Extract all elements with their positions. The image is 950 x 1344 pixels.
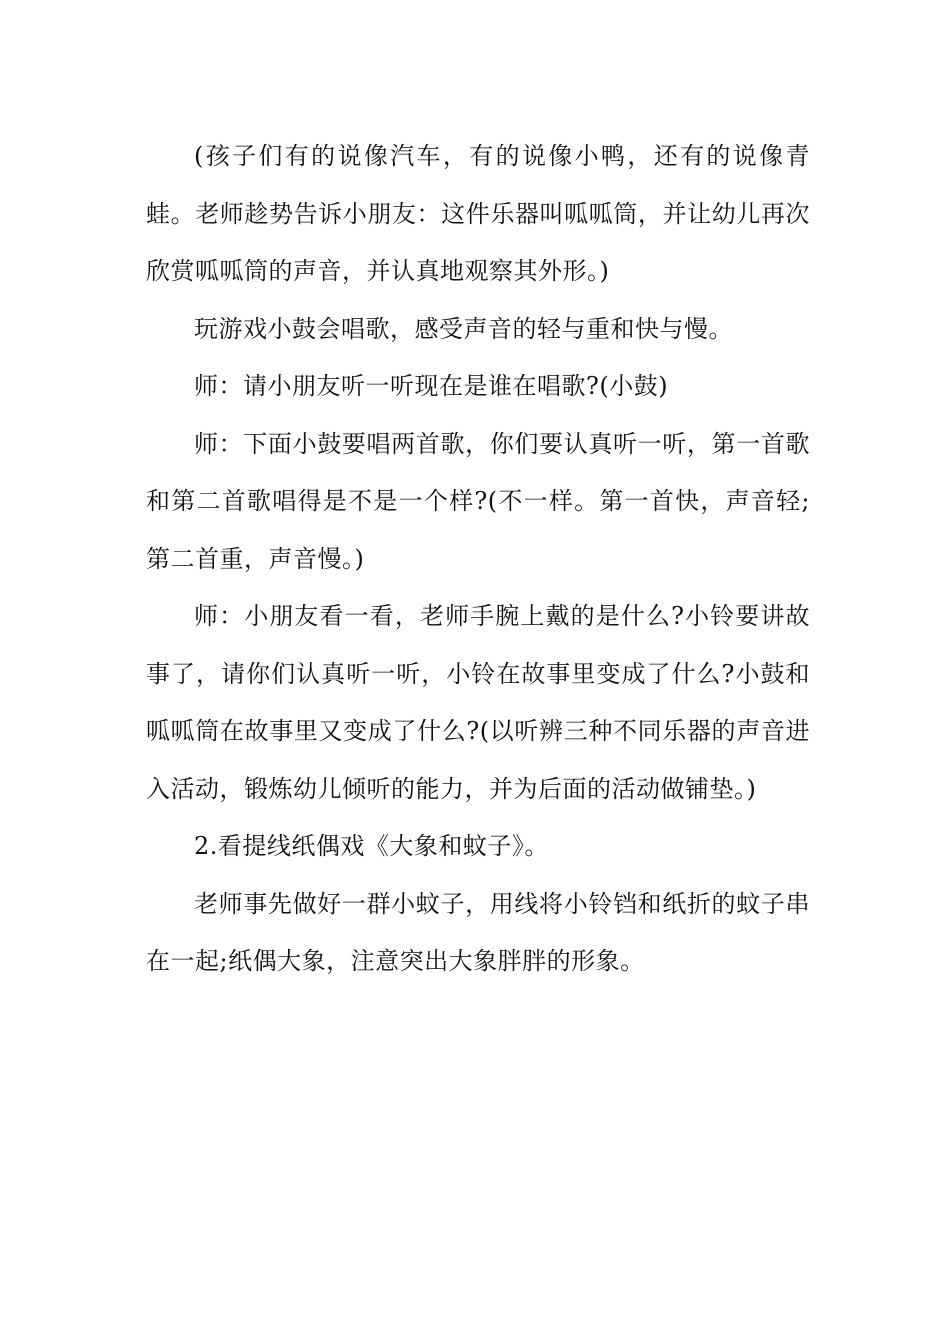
document-body: [146, 128, 810, 991]
paragraph-6: 2.看提线纸偶戏《大象和蚊子》。: [194, 832, 549, 860]
paragraph-1: (孩子们有的说像汽车，有的说像小鸭，还有的说像青蛙。老师趁势告诉小朋友：这件乐器叫呱呱筒，并让幼儿再次欣赏呱呱筒的声音，并认真地观察其外形。): [146, 142, 810, 285]
paragraph-4: 师：下面小鼓要唱两首歌，你们要认真听一听，第一首歌和第二首歌唱得是不是一个样?(不一样。第一首快，声音轻;第二首重，声音慢。): [146, 429, 810, 573]
paragraph-7: 老师事先做好一群小蚊子，用线将小铃铛和纸折的蚊子串在一起;纸偶大象，注意突出大象胖胖的形象。: [146, 889, 810, 975]
paragraph-5: 师：小朋友看一看，老师手腕上戴的是什么?小铃要讲故事了，请你们认真听一听，小铃在故事里变成了什么?小鼓和呱呱筒在故事里又变成了什么?(以听辨三种不同乐器的声音进入活动，锻炼幼儿倾听的能力，并为后面的活动做铺垫。): [146, 602, 810, 803]
paragraph-2: 玩游戏小鼓会唱歌，感受声音的轻与重和快与慢。: [194, 314, 733, 343]
paragraph-3: 师：请小朋友听一听现在是谁在唱歌?(小鼓): [194, 372, 669, 400]
